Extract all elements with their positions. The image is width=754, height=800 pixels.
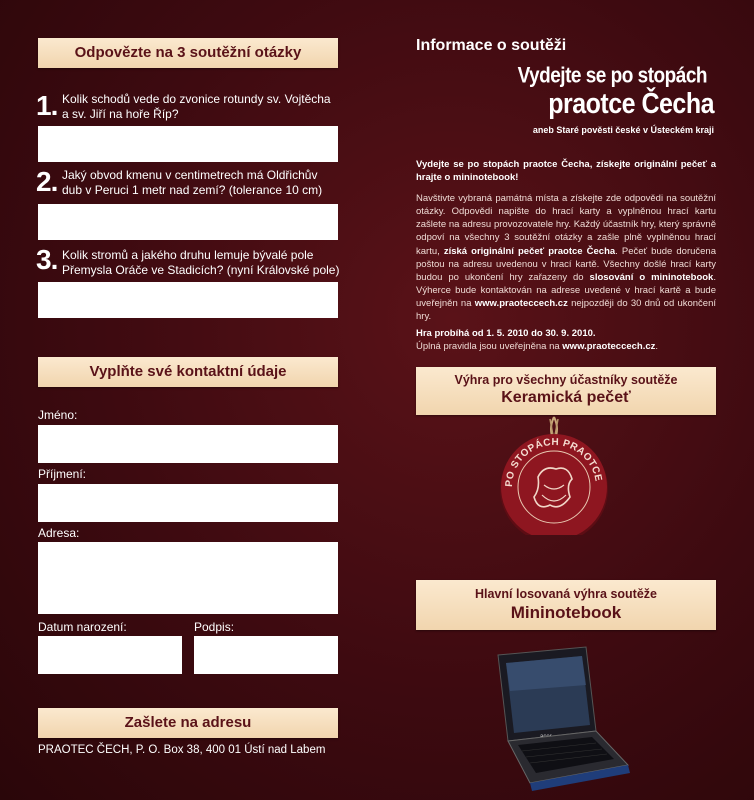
question-3-text: Kolik stromů a jakého druhu lemuje bývalé pole Přemysla Oráče ve Stadicích? (nyní Královské pole) [62,248,340,277]
label-adresa: Adresa: [38,526,80,540]
info-title: Informace o soutěži [416,37,567,54]
seal-text: PO STOPÁCH PRAOTCE [503,436,604,488]
answer-2-field[interactable] [38,204,338,240]
rules-paragraph: Navštivte vybraná památná místa a získejte zde odpovědi na soutěžní otázky. Odpovědi napište do hrací karty a vyplněnou hrací kartu zašlete na adresu provozovatele hry. Každý účastník hry, který správně odpoví na všechny 3 soutěžní otázky a zašle plně vyplněnou hrací kartu, získá originální pečeť praotce Čecha. Pečeť bude doručena poštou na adresu uvedenou v hrací kartě. Všechny došlé hrací karty budou po ukončení hry zařazeny do slosování o mininotebook. Výherce bude kontaktován na adrese uvedené v hrací kartě a bude uveřejněn na www.praoteccech.cz nejpozději do 30 dnů od ukončení hry. [416,193,717,323]
logo-line-2: praotce Čecha [548,87,714,121]
prize-1-title: Keramická pečeť [501,389,631,406]
prize-1-banner [416,367,716,415]
ceramic-seal-image [498,415,610,535]
prize-2-banner [416,580,716,630]
rules-link-line: Úplná pravidla jsou uveřejněna na www.praoteccech.cz. [416,341,659,353]
prijmeni-field[interactable] [38,484,338,522]
prize-2-title: Mininotebook [510,603,622,622]
question-2-text: Jaký obvod kmenu v centimetrech má Oldřichův dub v Peruci 1 metr nad zemí? (tolerance 10 cm) [62,168,323,197]
questions-header: Odpovězte na 3 soutěžní otázky [38,38,338,68]
answer-1-field[interactable] [38,126,338,162]
prize-1-subtitle: Výhra pro všechny účastníky soutěže [454,373,678,387]
send-header: Zašlete na adresu [38,708,338,738]
question-1-number: 1. [36,90,58,121]
adresa-field[interactable] [38,542,338,614]
info-text [416,158,716,353]
mininotebook-image [478,645,638,795]
prize-2-subtitle: Hlavní losovaná výhra soutěže [474,587,657,601]
intro-text: Vydejte se po stopách praotce Čecha, získejte originální pečeť a hrajte o mininotebook! [416,159,716,184]
send-address: PRAOTEC ČECH, P. O. Box 38, 400 01 Ústí nad Labem [38,744,326,756]
question-1-text: Kolik schodů vede do zvonice rotundy sv. Vojtěcha a sv. Jiří na hoře Říp? [62,92,331,121]
jmeno-field[interactable] [38,425,338,463]
label-podpis: Podpis: [194,620,235,634]
question-2-number: 2. [36,166,58,197]
logo-line-1: Vydejte se po stopách [517,64,707,89]
label-jmeno: Jméno: [38,408,78,422]
logo-line-3: aneb Staré pověsti české v Ústeckém kraji [532,125,714,135]
question-3-number: 3. [36,244,58,275]
rules-link[interactable]: www.praoteccech.cz [562,341,656,353]
label-prijmeni: Příjmení: [38,467,87,481]
datum-field[interactable] [38,636,182,674]
podpis-field[interactable] [194,636,338,674]
contact-header: Vyplňte své kontaktní údaje [38,357,338,387]
label-datum: Datum narození: [38,620,127,634]
answer-3-field[interactable] [38,282,338,318]
dates-text: Hra probíhá od 1. 5. 2010 do 30. 9. 2010. [416,328,596,340]
